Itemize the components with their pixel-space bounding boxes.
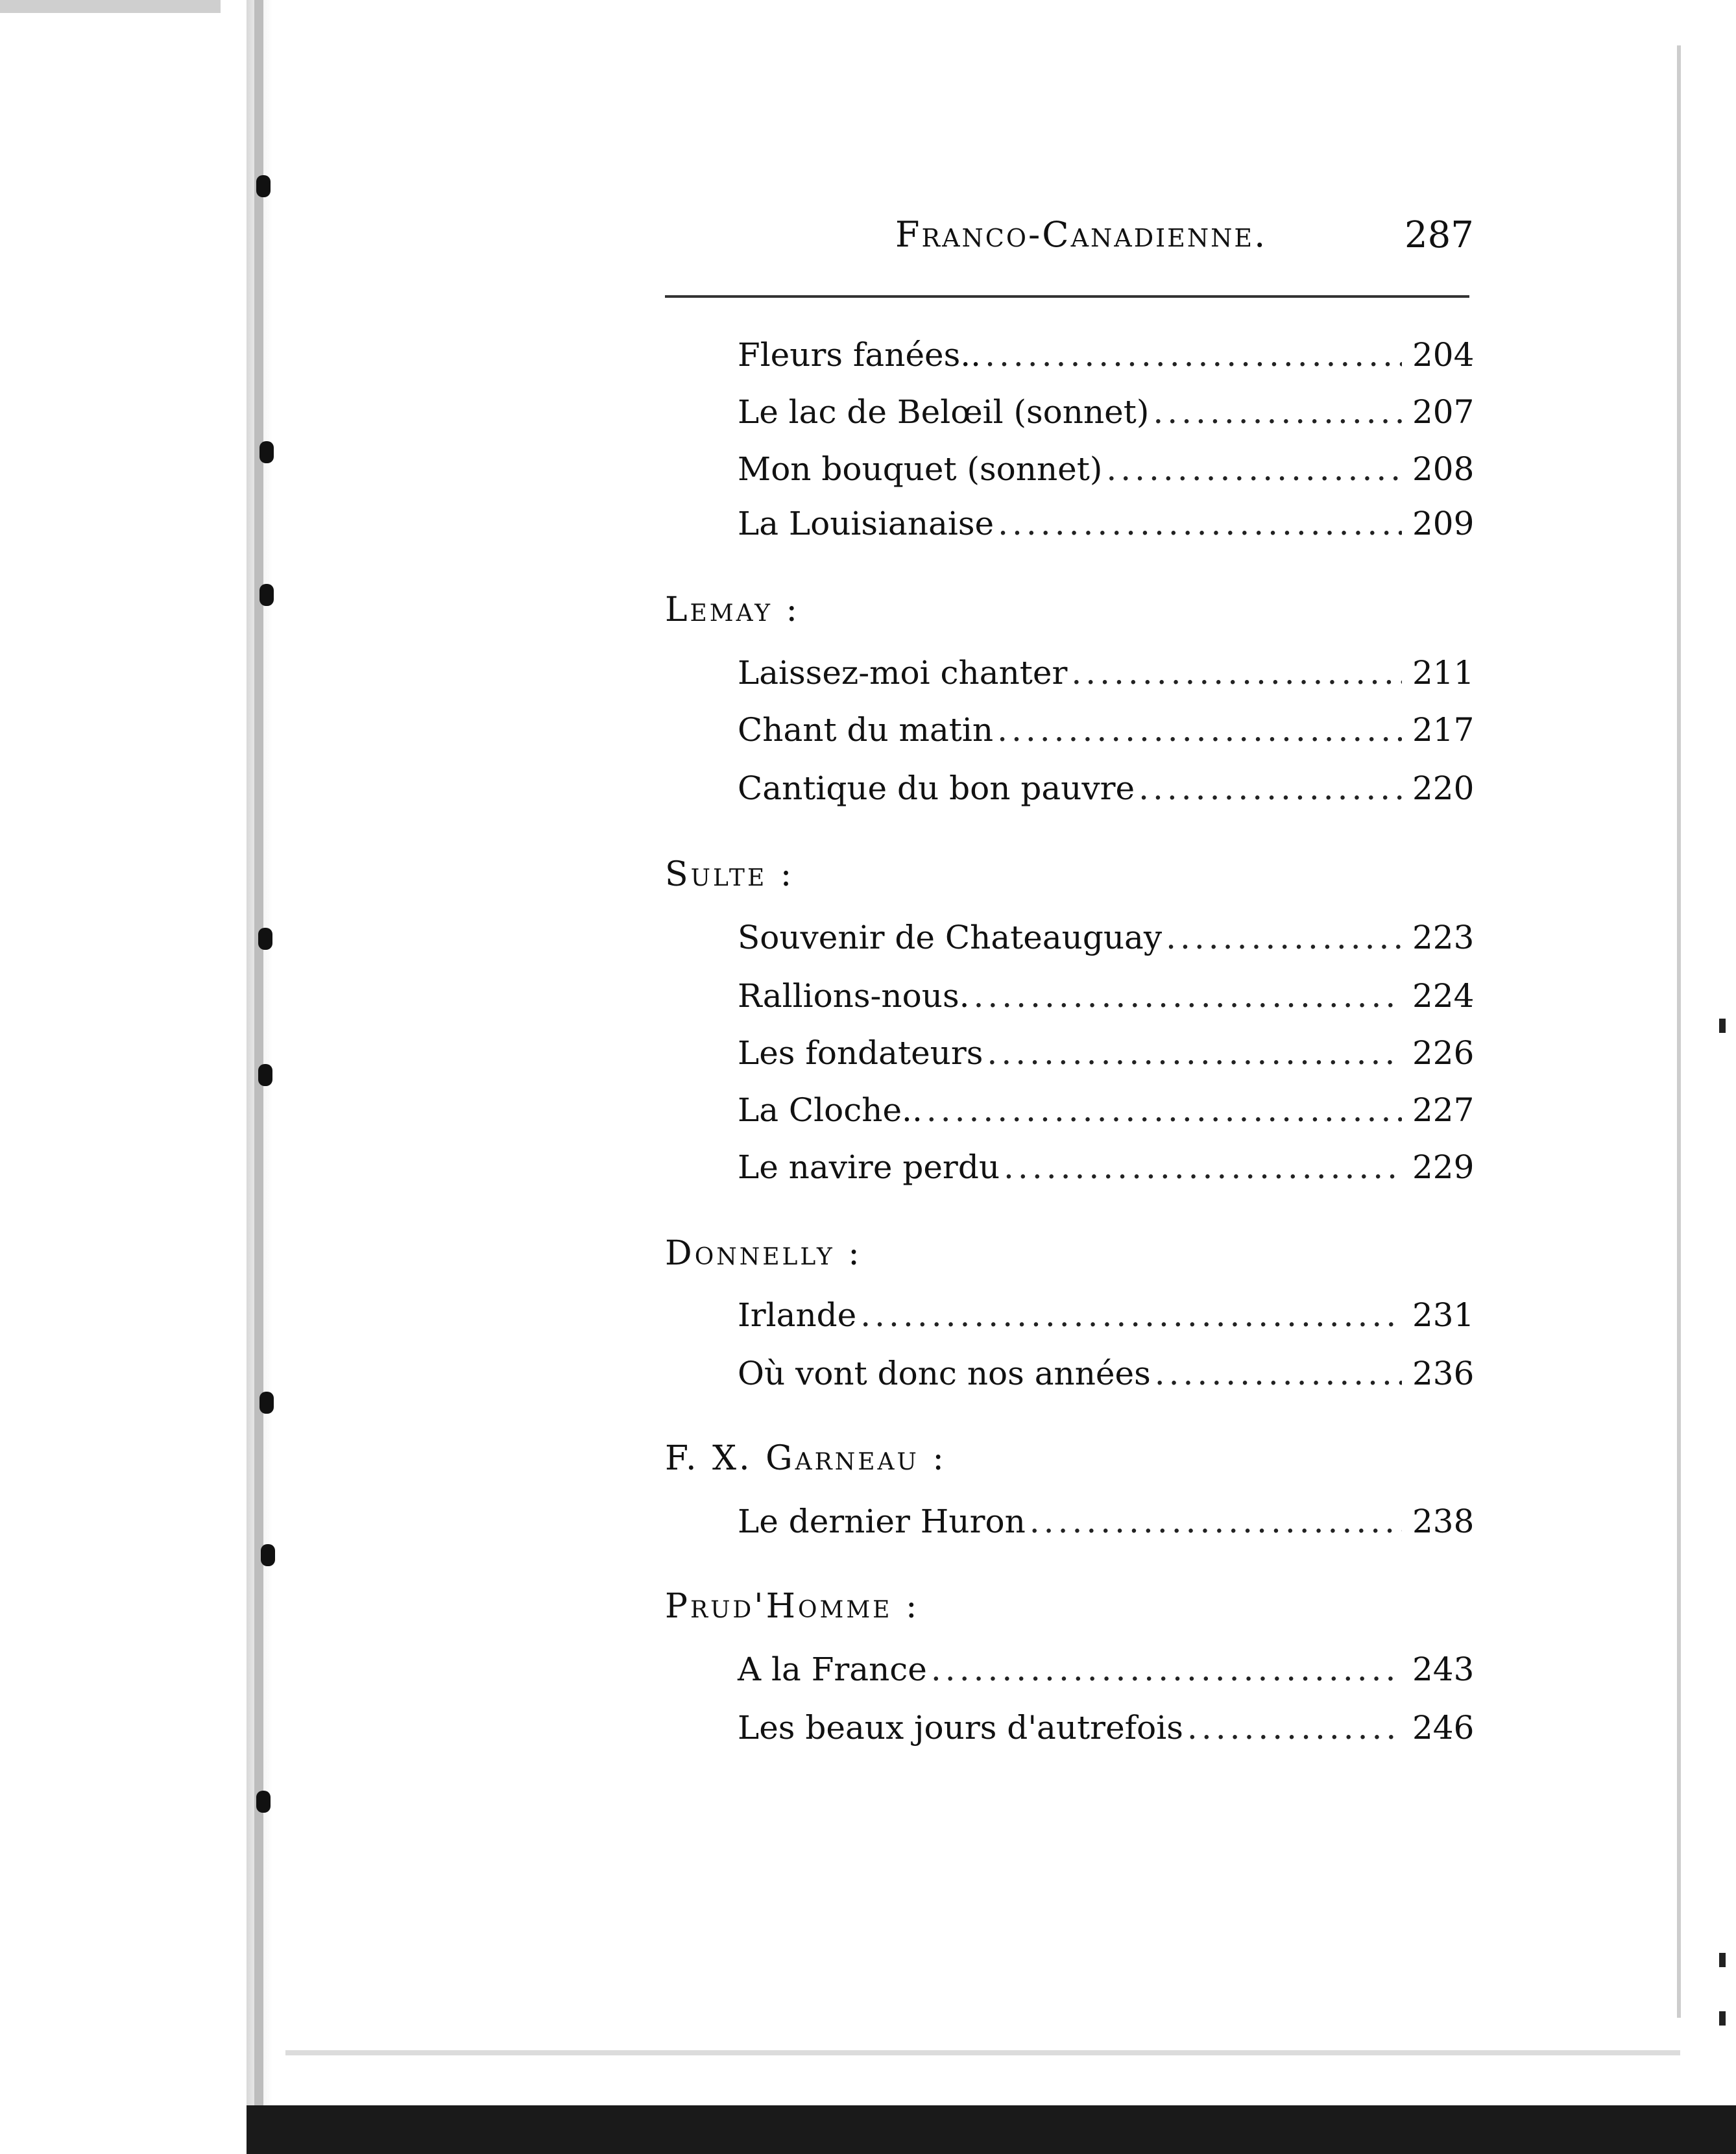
binding-hole — [258, 928, 272, 950]
binding-hole — [261, 1544, 275, 1566]
page-right-edge — [1677, 45, 1681, 2018]
leader-dots — [1166, 919, 1402, 956]
leader-dots — [931, 1651, 1402, 1688]
entry-title: Laissez-moi chanter — [738, 654, 1068, 692]
toc-entry — [738, 654, 1474, 696]
entry-page: 211 — [1412, 654, 1475, 692]
binding-hole — [256, 1791, 271, 1813]
toc-entry — [738, 1148, 1474, 1190]
scan-speck — [1719, 1019, 1726, 1033]
binding-hole — [256, 175, 271, 197]
author-heading: Donnelly : — [665, 1234, 862, 1273]
binding-hole — [259, 441, 274, 463]
entry-title: Le dernier Huron — [738, 1503, 1026, 1540]
leader-dots — [860, 1296, 1402, 1334]
right-scan-margin — [1713, 0, 1736, 2154]
leader-dots — [997, 711, 1402, 749]
entry-page: 243 — [1412, 1651, 1475, 1688]
toc-entry — [738, 1709, 1474, 1750]
entry-page: 220 — [1412, 769, 1475, 807]
entry-page: 208 — [1412, 450, 1475, 488]
entry-page: 217 — [1412, 711, 1475, 749]
toc-entry — [738, 977, 1474, 1019]
binding-hole — [259, 584, 274, 606]
leader-dots — [985, 336, 1402, 374]
leader-dots — [987, 1034, 1402, 1072]
leader-dots — [1187, 1709, 1402, 1747]
leader-dots — [1153, 393, 1402, 431]
leader-dots — [926, 1091, 1402, 1129]
toc-entry — [738, 505, 1474, 546]
entry-page: 227 — [1412, 1091, 1475, 1129]
page-bottom-edge — [285, 2050, 1680, 2055]
entry-title: La Louisianaise — [738, 505, 995, 542]
scan-speck — [1719, 1953, 1726, 1967]
entry-page: 209 — [1412, 505, 1475, 542]
toc-entry — [738, 393, 1474, 435]
entry-page: 224 — [1412, 977, 1475, 1015]
leader-dots — [1030, 1503, 1402, 1540]
entry-title: La Cloche.. — [738, 1091, 922, 1129]
binding-hole — [259, 1392, 274, 1414]
entry-title: Les beaux jours d'autrefois — [738, 1709, 1183, 1747]
leader-dots — [1106, 450, 1402, 488]
author-heading: Prud'Homme : — [665, 1587, 920, 1626]
entry-page: 229 — [1412, 1148, 1475, 1186]
toc-entry — [738, 1091, 1474, 1133]
entry-title: Cantique du bon pauvre — [738, 769, 1135, 807]
author-heading: Sulte : — [665, 855, 795, 894]
entry-title: A la France — [738, 1651, 927, 1688]
entry-page: 246 — [1412, 1709, 1475, 1747]
toc-entry — [738, 1355, 1474, 1396]
entry-page: 207 — [1412, 393, 1475, 431]
toc-entry — [738, 769, 1474, 811]
toc-entry — [738, 450, 1474, 492]
entry-title: Souvenir de Chateauguay — [738, 919, 1163, 956]
author-heading: Lemay : — [665, 590, 801, 629]
leader-dots — [974, 977, 1403, 1015]
toc-entry — [738, 1034, 1474, 1076]
toc-entry — [738, 919, 1474, 960]
entry-title: Le lac de Belœil (sonnet) — [738, 393, 1150, 431]
header-rule — [665, 295, 1469, 298]
entry-page: 204 — [1412, 336, 1475, 374]
entry-title: Rallions-nous. — [738, 977, 970, 1015]
entry-title: Irlande — [738, 1296, 857, 1334]
leader-dots — [1004, 1148, 1402, 1186]
entry-page: 223 — [1412, 919, 1475, 956]
entry-page: 231 — [1412, 1296, 1475, 1334]
entry-title: Où vont donc nos années — [738, 1355, 1151, 1392]
entry-title: Chant du matin — [738, 711, 994, 749]
entry-title: Mon bouquet (sonnet) — [738, 450, 1103, 488]
running-header: Franco-Canadienne. — [895, 214, 1268, 255]
toc-entry — [738, 1296, 1474, 1338]
toc-entry — [738, 336, 1474, 378]
scan-edge-mark — [0, 0, 221, 13]
leader-dots — [1139, 769, 1402, 807]
entry-page: 236 — [1412, 1355, 1475, 1392]
toc-entry — [738, 1651, 1474, 1692]
author-heading: F. X. Garneau : — [665, 1439, 946, 1478]
leader-dots — [1071, 654, 1402, 692]
entry-title: Le navire perdu — [738, 1148, 1000, 1186]
left-page-margin — [0, 0, 247, 2154]
leader-dots — [1155, 1355, 1402, 1392]
entry-title: Fleurs fanées.. — [738, 336, 982, 374]
scan-bottom-edge — [247, 2105, 1736, 2154]
leader-dots — [998, 505, 1402, 542]
scan-speck — [1719, 2011, 1726, 2026]
entry-page: 226 — [1412, 1034, 1475, 1072]
toc-entry — [738, 711, 1474, 753]
toc-entry — [738, 1503, 1474, 1544]
page-number: 287 — [1404, 214, 1474, 256]
binding-hole — [258, 1064, 272, 1086]
entry-title: Les fondateurs — [738, 1034, 983, 1072]
entry-page: 238 — [1412, 1503, 1475, 1540]
